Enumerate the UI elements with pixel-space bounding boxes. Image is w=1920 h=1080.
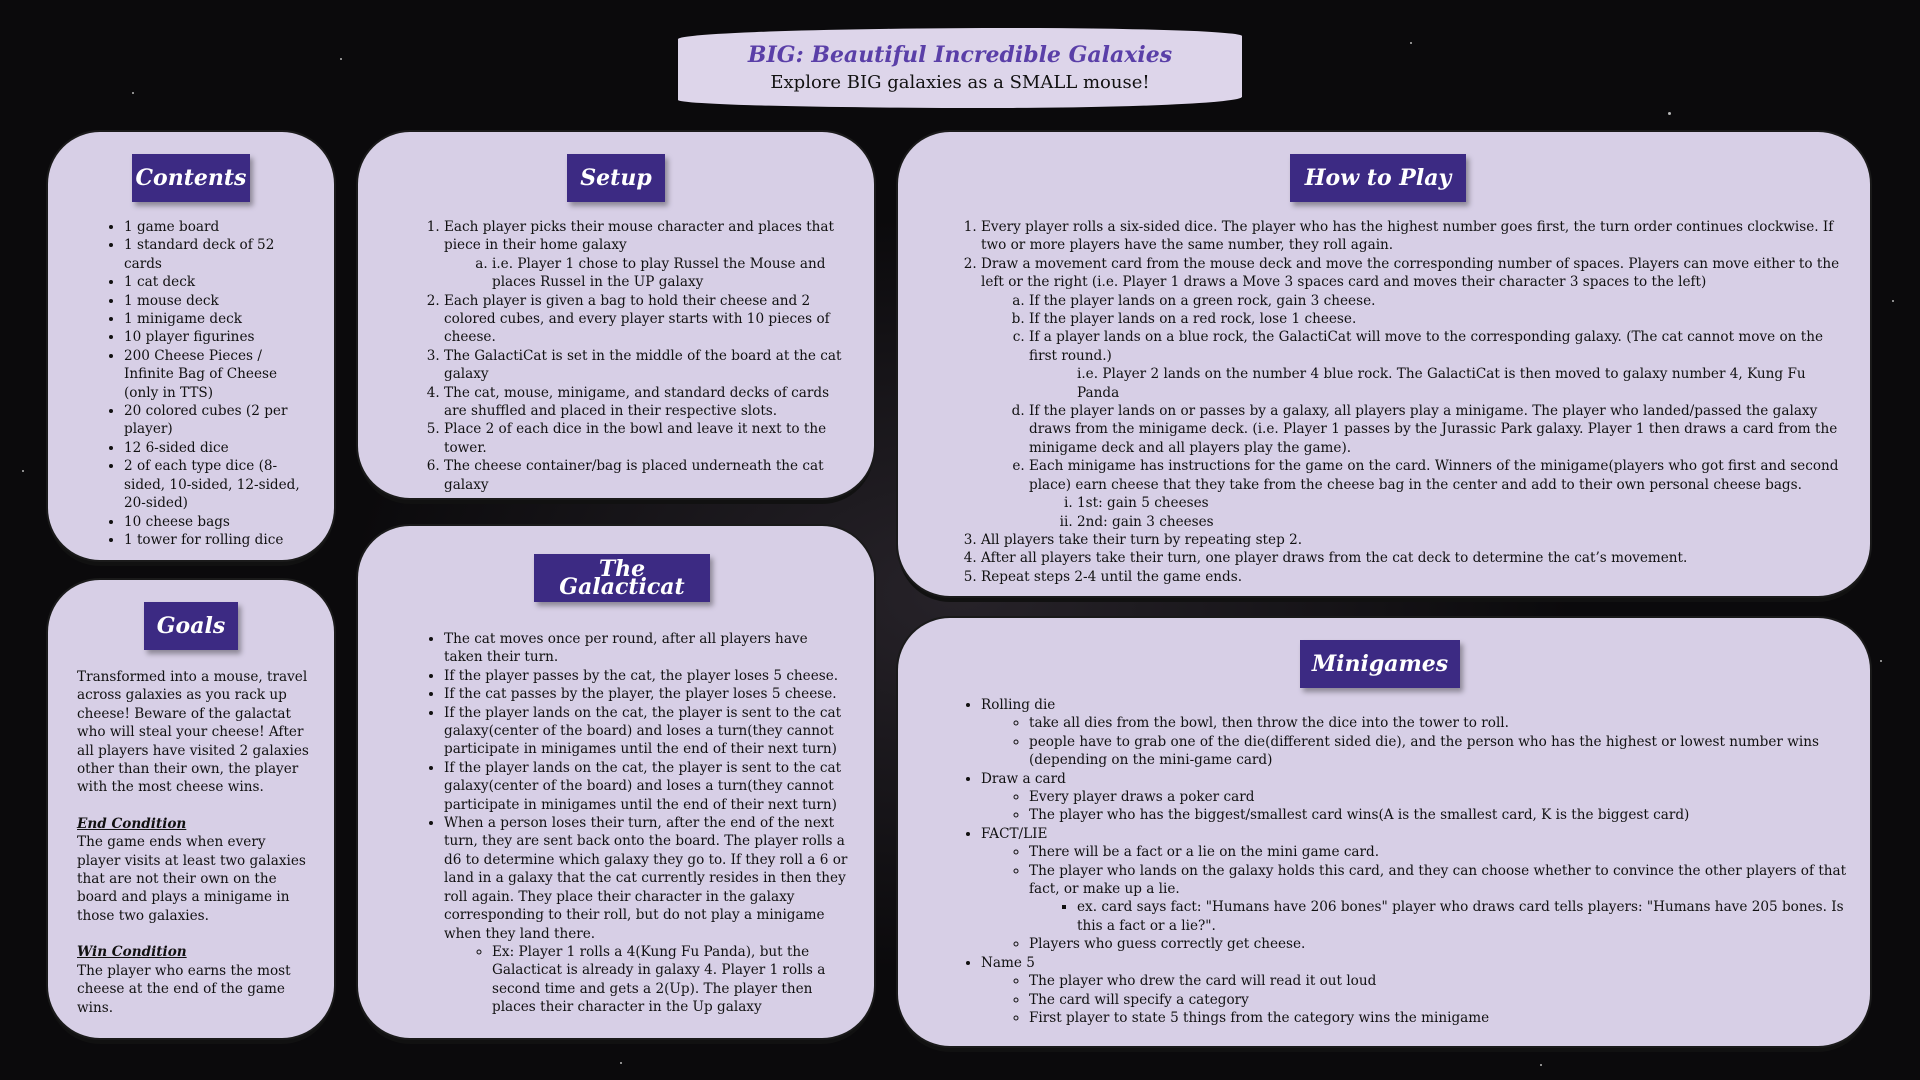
list-item: • 1 minigame deck xyxy=(124,310,306,328)
goals-header: Goals xyxy=(144,602,238,650)
minigame-name: Name 5 xyxy=(981,954,1035,971)
setup-step-text: Each player picks their mouse character and places that piece in their home galaxy xyxy=(444,219,835,254)
minigame-name: Rolling die xyxy=(981,697,1056,713)
minigame-item xyxy=(981,954,1848,1028)
goals-body xyxy=(77,668,313,1017)
contents-list xyxy=(48,218,316,549)
minigame-rule: ◦ take all dies from the bowl, then throw the dice into the tower to roll. xyxy=(1029,714,1848,732)
win-condition-title: Win Condition xyxy=(77,944,187,961)
how-to-play-steps xyxy=(898,218,1848,586)
list-item: • 1 standard deck of 52 cards xyxy=(124,236,306,273)
how-to-play-panel xyxy=(898,132,1870,596)
play-substep xyxy=(1029,328,1848,402)
play-substep: a. If the player lands on a green rock, gain 3 cheese. xyxy=(1029,292,1848,310)
minigame-rule: ◦ The player who drew the card will read it out loud xyxy=(1029,972,1848,990)
play-step: 4. After all players take their turn, one player draws from the cat deck to determine the cat’s movement. xyxy=(981,549,1848,567)
minigames-list xyxy=(898,696,1848,1027)
play-substep-text: If a player lands on a blue rock, the GalactiCat will move to the corresponding galaxy. (The cat cannot move on the first round.) xyxy=(1029,329,1824,364)
rule-item: • If the cat passes by the player, the player loses 5 cheese. xyxy=(444,685,848,703)
setup-step xyxy=(444,218,848,292)
list-item: • 20 colored cubes (2 per player) xyxy=(124,402,306,439)
minigame-rule: ◦ The player who has the biggest/smallest card wins(A is the smallest card, K is the biggest card) xyxy=(1029,806,1848,824)
list-item: • 1 game board xyxy=(124,218,306,236)
play-step xyxy=(981,255,1848,531)
rule-item xyxy=(444,814,848,1016)
contents-panel xyxy=(48,132,334,560)
list-item: • 10 player figurines xyxy=(124,328,306,346)
play-step: 5. Repeat steps 2-4 until the game ends. xyxy=(981,568,1848,586)
list-item: • 200 Cheese Pieces / Infinite Bag of Cheese (only in TTS) xyxy=(124,347,306,402)
setup-header: Setup xyxy=(567,154,665,202)
setup-substep: a. i.e. Player 1 chose to play Russel the Mouse and places Russel in the UP galaxy xyxy=(492,255,848,292)
list-item: • 2 of each type dice (8-sided, 10-sided, 12-sided, 20-sided) xyxy=(124,457,306,512)
setup-step: 2. Each player is given a bag to hold their cheese and 2 colored cubes, and every player starts with 10 pieces of cheese. xyxy=(444,292,848,347)
minigame-example: ▪ ex. card says fact: "Humans have 206 bones" player who draws card tells players: "Humans have 205 bones. Is this a fact or a lie?". xyxy=(1077,898,1848,935)
rule-item: • If the player lands on the cat, the player is sent to the cat galaxy(center of the board) and loses a turn(they cannot participate in minigames until the end of their next turn) xyxy=(444,704,848,759)
rule-item: • If the player passes by the cat, the player loses 5 cheese. xyxy=(444,667,848,685)
setup-step: 4. The cat, mouse, minigame, and standard decks of cards are shuffled and placed in their respective slots. xyxy=(444,384,848,421)
play-substep xyxy=(1029,457,1848,531)
rule-item-text: When a person loses their turn, after the end of the next turn, they are sent back onto the board. The player rolls a d6 to determine which galaxy they go to. If they roll a 6 or land in a galaxy that the cat currently resides in then they roll again. They place their character in the galaxy corresponding to their roll, but do not play a minigame when they land there. xyxy=(444,815,848,942)
game-subtitle: Explore BIG galaxies as a SMALL mouse! xyxy=(770,72,1150,93)
end-condition-text: The game ends when every player visits at least two galaxies that are not their own on the board and plays a minigame in those two galaxies. xyxy=(77,834,306,924)
minigame-rule: ◦ Every player draws a poker card xyxy=(1029,788,1848,806)
list-item: • 1 mouse deck xyxy=(124,292,306,310)
minigame-item xyxy=(981,825,1848,954)
galacticat-rules xyxy=(358,630,848,1017)
rule-item: • If the player lands on the cat, the player is sent to the cat galaxy(center of the board) and loses a turn(they cannot participate in minigames until the end of their next turn) xyxy=(444,759,848,814)
setup-step: 3. The GalactiCat is set in the middle of the board at the cat galaxy xyxy=(444,347,848,384)
minigame-rule: ◦ First player to state 5 things from the category wins the minigame xyxy=(1029,1009,1848,1027)
play-step: 3. All players take their turn by repeating step 2. xyxy=(981,531,1848,549)
setup-steps xyxy=(358,218,848,494)
play-substep-text: Each minigame has instructions for the game on the card. Winners of the minigame(players who got first and second place) earn cheese that they take from the cheese bag in the center and add to their own personal cheese bags. xyxy=(1029,458,1839,493)
end-condition-title: End Condition xyxy=(77,815,187,832)
rule-example: ◦ Ex: Player 1 rolls a 4(Kung Fu Panda), but the Galacticat is already in galaxy 4. Player 1 rolls a second time and gets a 2(Up). The player then places their character in the Up galaxy xyxy=(492,943,848,1017)
minigame-rule xyxy=(1029,862,1848,936)
play-step: 1. Every player rolls a six-sided dice. The player who has the highest number goes first, the turn order continues clockwise. If two or more players have the same number, they roll again. xyxy=(981,218,1848,255)
list-item: • 1 tower for rolling dice xyxy=(124,531,306,549)
setup-panel xyxy=(358,132,874,498)
contents-header: Contents xyxy=(132,154,250,202)
minigame-rule: ◦ Players who guess correctly get cheese. xyxy=(1029,935,1848,953)
minigame-rule: ◦ The card will specify a category xyxy=(1029,991,1848,1009)
minigames-header: Minigames xyxy=(1300,640,1460,688)
list-item: • 12 6-sided dice xyxy=(124,439,306,457)
reward-item: i. 1st: gain 5 cheeses xyxy=(1077,494,1848,512)
minigame-name: FACT/LIE xyxy=(981,825,1048,842)
list-item: • 1 cat deck xyxy=(124,273,306,291)
rule-item: • The cat moves once per round, after all players have taken their turn. xyxy=(444,630,848,667)
minigame-item xyxy=(981,770,1848,825)
minigame-name: Draw a card xyxy=(981,770,1066,787)
minigames-panel xyxy=(898,618,1870,1046)
galacticat-header: The Galacticat xyxy=(534,554,710,602)
setup-step: 6. The cheese container/bag is placed underneath the cat galaxy xyxy=(444,457,848,494)
play-example: i.e. Player 2 lands on the number 4 blue rock. The GalactiCat is then moved to galaxy number 4, Kung Fu Panda xyxy=(1077,366,1806,401)
title-banner xyxy=(678,28,1242,108)
minigame-rule: ◦ people have to grab one of the die(different sided die), and the person who has the highest or lowest number wins (depending on the mini-game card) xyxy=(1029,733,1848,770)
galacticat-panel xyxy=(358,526,874,1038)
minigame-rule-text: The player who lands on the galaxy holds this card, and they can choose whether to convince the other players of that fact, or make up a lie. xyxy=(1029,862,1847,898)
play-step-text: Draw a movement card from the mouse deck and move the corresponding number of spaces. Players can move either to the left or the right (i.e. Player 1 draws a Move 3 spaces card and moves their character 3 spaces to the left) xyxy=(981,255,1840,291)
goals-panel xyxy=(48,580,334,1038)
how-to-play-header: How to Play xyxy=(1290,154,1466,202)
goals-intro: Transformed into a mouse, travel across galaxies as you rack up cheese! Beware of the galactat who will steal your cheese! After all players have visited 2 galaxies other than their own, the player with the most cheese wins. xyxy=(77,669,309,796)
minigame-item xyxy=(981,696,1848,770)
setup-step: 5. Place 2 of each dice in the bowl and leave it next to the tower. xyxy=(444,420,848,457)
list-item: • 10 cheese bags xyxy=(124,513,306,531)
game-title: BIG: Beautiful Incredible Galaxies xyxy=(747,42,1173,68)
play-substep: d. If the player lands on or passes by a galaxy, all players play a minigame. The player who landed/passed the galaxy draws from the minigame deck. (i.e. Player 1 passes by the Jurassic Park galaxy. Player 1 then draws a card from the minigame deck and all players play the game). xyxy=(1029,402,1848,457)
win-condition-text: The player who earns the most cheese at the end of the game wins. xyxy=(77,962,291,1016)
reward-item: ii. 2nd: gain 3 cheeses xyxy=(1077,513,1848,531)
minigame-rule: ◦ There will be a fact or a lie on the mini game card. xyxy=(1029,843,1848,861)
play-substep: b. If the player lands on a red rock, lose 1 cheese. xyxy=(1029,310,1848,328)
